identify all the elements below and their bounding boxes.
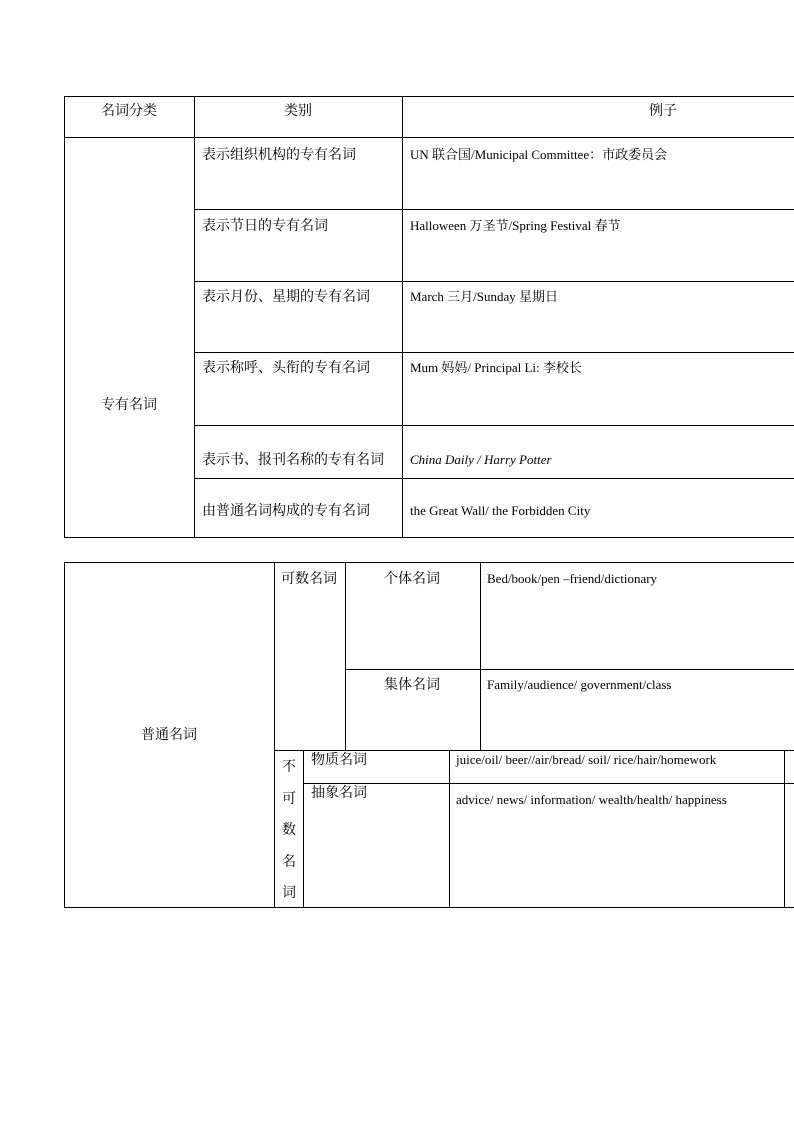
- table1-border-bottom: [64, 537, 794, 538]
- noun-type-cell: 集体名词: [384, 677, 440, 693]
- table1-border-left: [64, 96, 65, 538]
- noun-type-cell: 物质名词: [311, 752, 367, 768]
- table2-col-divider: [345, 562, 346, 750]
- table2-col-divider: [480, 562, 481, 750]
- category-cell: 表示组织机构的专有名词: [202, 147, 356, 163]
- header-category: 类别: [284, 103, 312, 119]
- category-cell: 表示节日的专有名词: [202, 218, 328, 234]
- category-cell: 表示书、报刊名称的专有名词: [202, 452, 384, 468]
- uncountable-noun-label: 不可数名词: [282, 759, 296, 902]
- table1-row-divider: [194, 425, 794, 426]
- table1-row-divider: [194, 209, 794, 210]
- header-noun-classification: 名词分类: [101, 103, 157, 119]
- table1-row-divider: [194, 478, 794, 479]
- example-cell: Bed/book/pen –friend/dictionary: [487, 571, 658, 586]
- category-cell: 表示称呼、头衔的专有名词: [202, 360, 370, 376]
- example-cell: Family/audience/ government/class: [487, 677, 672, 692]
- table1-border-top: [64, 96, 794, 97]
- example-cell: UN 联合国/Municipal Committee：市政委员会: [410, 147, 668, 162]
- category-cell: 由普通名词构成的专有名词: [202, 503, 370, 519]
- table1-col-divider: [194, 96, 195, 538]
- example-cell: advice/ news/ information/ wealth/health/ happiness: [456, 792, 727, 807]
- example-cell: Halloween 万圣节/Spring Festival 春节: [410, 218, 621, 233]
- noun-type-cell: 抽象名词: [311, 785, 367, 801]
- example-cell-italic: China Daily / Harry Potter: [410, 452, 552, 467]
- example-cell: the Great Wall/ the Forbidden City: [410, 503, 591, 518]
- table1-row-divider: [194, 352, 794, 353]
- table2-col-divider: [449, 750, 450, 908]
- table2-section-divider: [274, 750, 794, 751]
- noun-type-cell: 个体名词: [384, 571, 440, 587]
- table2-border-left: [64, 562, 65, 908]
- table2-row-divider: [345, 669, 794, 670]
- category-cell: 表示月份、星期的专有名词: [202, 289, 370, 305]
- table2-col-divider: [784, 750, 785, 908]
- table1-col-divider: [402, 96, 403, 538]
- table2-border-bottom: [64, 907, 794, 908]
- common-noun-label: 普通名词: [141, 727, 197, 743]
- countable-noun-label: 可数名词: [281, 571, 337, 587]
- table2-border-top: [64, 562, 794, 563]
- table2-col-divider: [303, 750, 304, 908]
- table1-row-divider: [194, 281, 794, 282]
- proper-noun-label: 专有名词: [101, 397, 157, 413]
- header-examples: 例子: [649, 103, 677, 119]
- example-cell: Mum 妈妈/ Principal Li: 李校长: [410, 360, 582, 375]
- table2-row-divider: [303, 783, 794, 784]
- example-cell: juice/oil/ beer//air/bread/ soil/ rice/hair/homework: [456, 752, 717, 767]
- example-cell: March 三月/Sunday 星期日: [410, 289, 559, 304]
- table1-header-divider: [64, 137, 794, 138]
- table2-col-divider: [274, 562, 275, 908]
